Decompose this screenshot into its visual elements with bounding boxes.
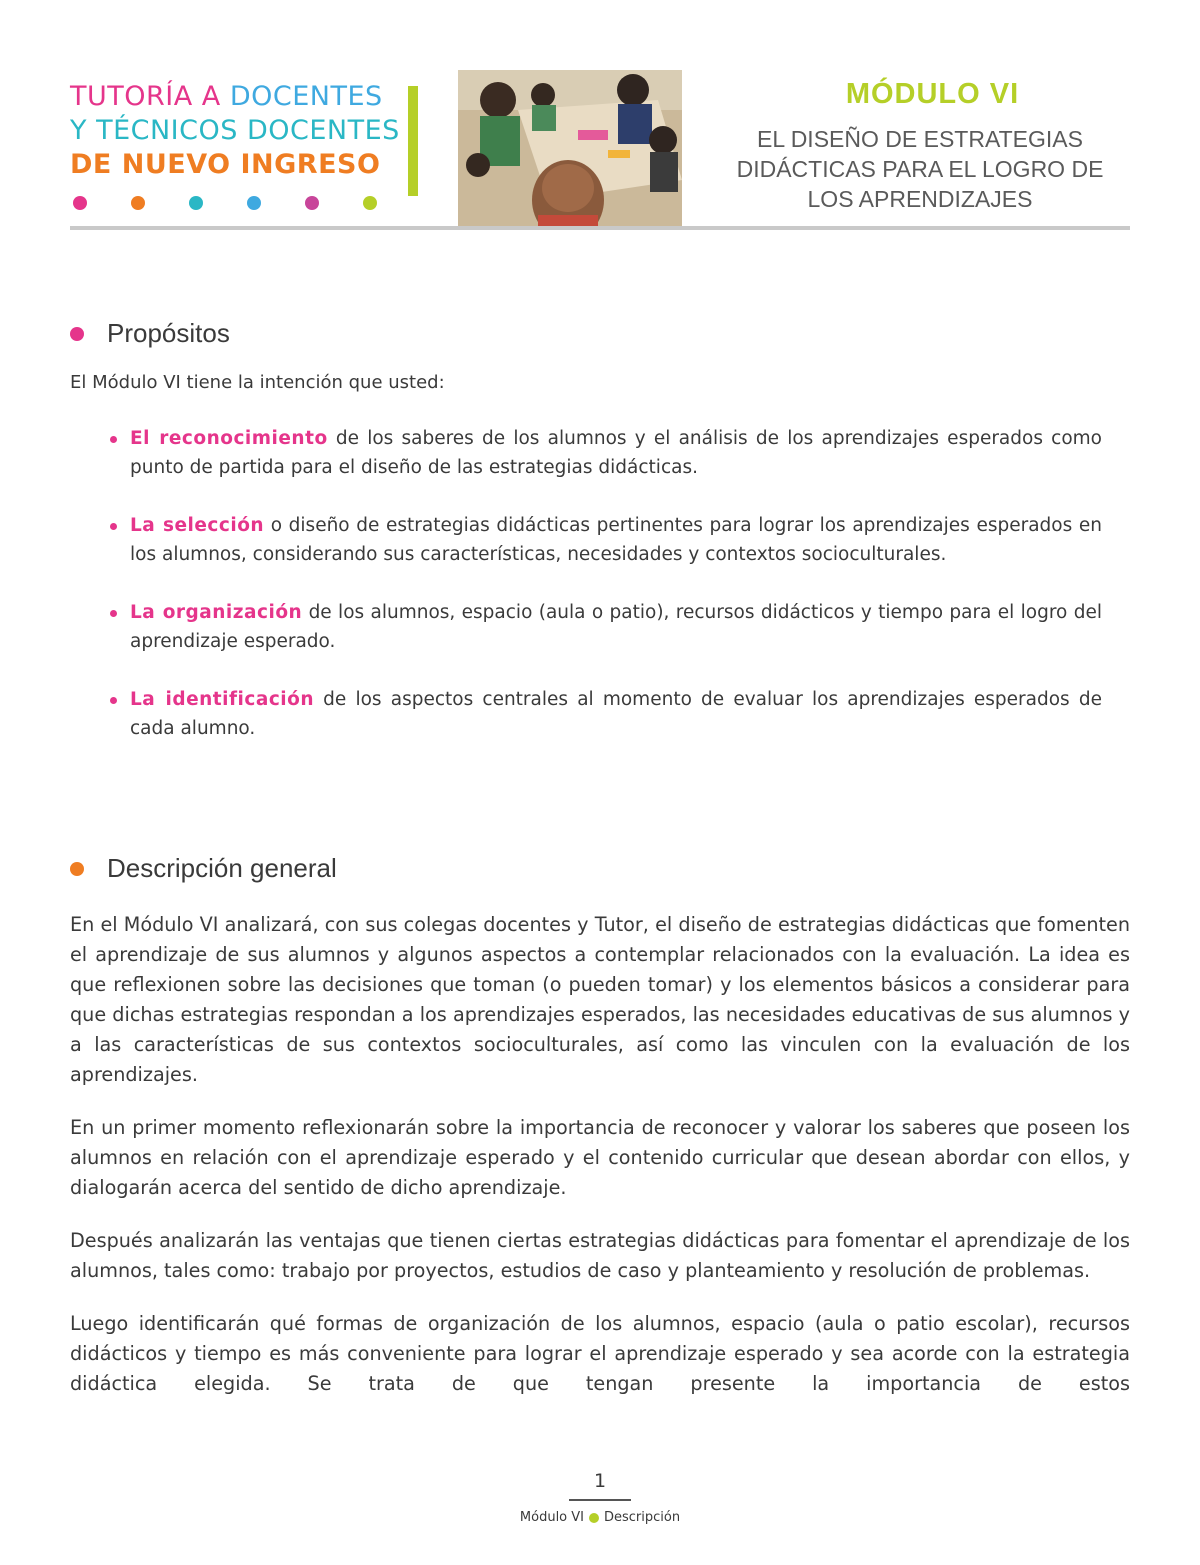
orange-bullet-icon [70,862,84,876]
logo-dot [131,196,145,210]
bullet-dot-icon [110,610,117,617]
description-heading: Descripción general [70,853,337,884]
bullet-dot-icon [110,523,117,530]
list-item: La identificación de los aspectos centrales al momento de evaluar los aprendizajes esperados de cada alumno. [108,685,1102,743]
header-divider-bar [408,86,418,196]
bullet-dot-icon [110,436,117,443]
purposes-heading: Propósitos [70,318,230,349]
module-subtitle-line: LOS APRENDIZAJES [807,186,1033,212]
bullet-dot-icon [110,697,117,704]
classroom-photo [458,70,682,226]
logo-line-1: TUTORÍA A DOCENTES [70,81,383,112]
logo-dots [70,196,410,210]
description-body [70,910,1130,1422]
logo-line-3: DE NUEVO INGRESO [70,149,381,180]
module-subtitle-line: EL DISEÑO DE ESTRATEGIAS [757,126,1083,152]
classroom-photo-illustration [458,70,682,226]
paragraph: Después analizarán las ventajas que tienen ciertas estrategias didácticas para fomentar el aprendizaje de los alumnos, tales como: trabajo por proyectos, estudios de caso y planteamiento y resolución de problemas. [70,1229,1130,1282]
module-subtitle-line: DIDÁCTICAS PARA EL LOGRO DE [736,156,1104,182]
paragraph: Luego identificarán qué formas de organización de los alumnos, espacio (aula o patio escolar), recursos didácticos y tiempo es más conveniente para lograr el aprendizaje esperado y sea acorde con la estrategia didáctica elegida. Se trata de que tengan presente la importancia de estos [70,1312,1130,1395]
green-dot-icon [589,1513,599,1523]
logo-dot [305,196,319,210]
logo-dot [189,196,203,210]
header-rule [70,226,1130,230]
logo-line-2: Y TÉCNICOS DOCENTES [70,115,400,146]
logo-dot [363,196,377,210]
paragraph: En el Módulo VI analizará, con sus colegas docentes y Tutor, el diseño de estrategias didácticas que fomenten el aprendizaje de sus alumnos y algunos aspectos a contemplar relacionados con la evaluación. La idea es que reflexionen sobre las decisiones que toman (o pueden tomar) y los elementos básicos a considerar para que dichas estrategias respondan a los aprendizajes esperados, las necesidades educativas de sus alumnos y a las características de sus contextos socioculturales, así como las vinculen con la evaluación de los aprendizajes. [70,913,1130,1086]
list-item: El reconocimiento de los saberes de los alumnos y el análisis de los aprendizajes esperados como punto de partida para el diseño de las estrategias didácticas. [108,424,1102,482]
program-logo [70,80,410,210]
logo-dot [247,196,261,210]
footer-rule [569,1499,631,1501]
module-title: MÓDULO VI [845,78,1020,110]
page-number: 1 [593,1470,607,1492]
logo-dot [73,196,87,210]
module-subtitle [700,124,1140,214]
list-item: La selección o diseño de estrategias didácticas pertinentes para lograr los aprendizajes esperados en los alumnos, considerando sus características, necesidades y contextos socioculturales. [108,511,1102,569]
paragraph: En un primer momento reflexionarán sobre la importancia de reconocer y valorar los saberes que poseen los alumnos en relación con el aprendizaje esperado y el contenido curricular que desean abordar con ellos, y dialogarán acerca del sentido de dicho aprendizaje. [70,1116,1130,1199]
purposes-intro: El Módulo VI tiene la intención que usted: [70,372,445,393]
footer-caption: Módulo VI Descripción [519,1510,681,1525]
purposes-list [108,424,1102,772]
pink-bullet-icon [70,327,84,341]
page-header [70,70,1130,230]
list-item: La organización de los alumnos, espacio (aula o patio), recursos didácticos y tiempo para el logro del aprendizaje esperado. [108,598,1102,656]
